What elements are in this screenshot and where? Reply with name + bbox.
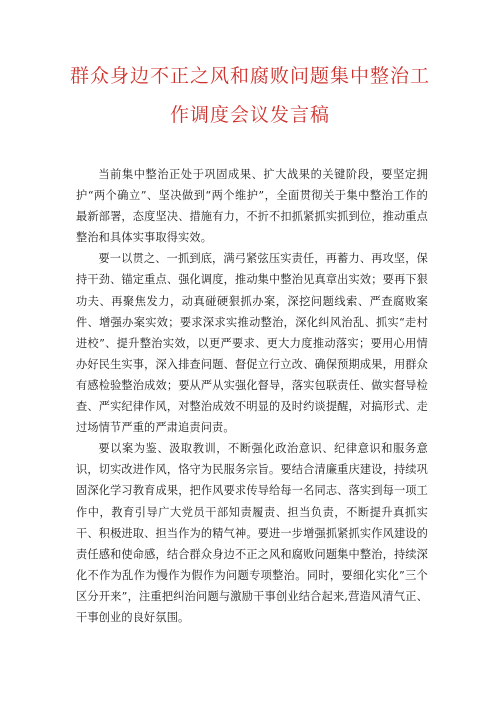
document-body <box>76 164 428 628</box>
paragraph-3: 要以案为鉴、汲取教训，不断强化政治意识、纪律意识和服务意识，切实改进作风，恪守为民服务宗旨。要结合清廉重庆建设，持续巩固深化学习教育成果，把作风要求传导给每一名同志、落实到每一项工作中，教育引导广大党员干部知责履责、担当负责，不断提升真抓实干、积极进取、担当作为的精气神。要进一步增强抓紧抓实作风建设的责任感和使命感，结合群众身边不正之风和腐败问题集中整治，持续深化不作为乱作为慢作为假作为问题专项整治。同时，要细化实化”三个区分开来”，注重把纠治问题与激励干事创业结合起来,营造风清气正、干事创业的良好氛围。 <box>76 442 428 624</box>
paragraph-2: 要一以贯之、一抓到底，满弓紧弦压实责任，再蓄力、再攻坚，保持干劲、锚定重点、强化调度，推动集中整治见真章出实效；要再下狠功夫、再聚焦发力，动真碰硬狠抓办案，深挖问题线索、严查腐败案件、增强办案实效；要求深求实推动整治，深化纠风治乱、抓实“走村进校”、提升整治实效，以更严要求、更大力度推动落实；要用心用情办好民生实事，深入排查问题、督促立行立改、确保预期成果，用群众有感检验整治成效；要从严从实强化督导，落实包联责任、做实督导检查、严实纪律作风，对整治成效不明显的及时约谈提醒，对搞形式、走过场情节严重的严肃追责问责。 <box>76 252 428 435</box>
document-title-line-1: 群众身边不正之风和腐败问题集中整治工 <box>69 65 430 87</box>
paragraph-1: 当前集中整治正处于巩固成果、扩大战果的关键阶段，要坚定拥护“两个确立”、坚决做到“两个维护”，全面贯彻关于集中整治工作的最新部署，态度坚决、措施有力，不折不扣抓紧抓实抓到位，推动重点整治和具体实事取得实效。 <box>76 168 428 245</box>
document-title-line-2: 作调度会议发言稿 <box>169 104 330 126</box>
